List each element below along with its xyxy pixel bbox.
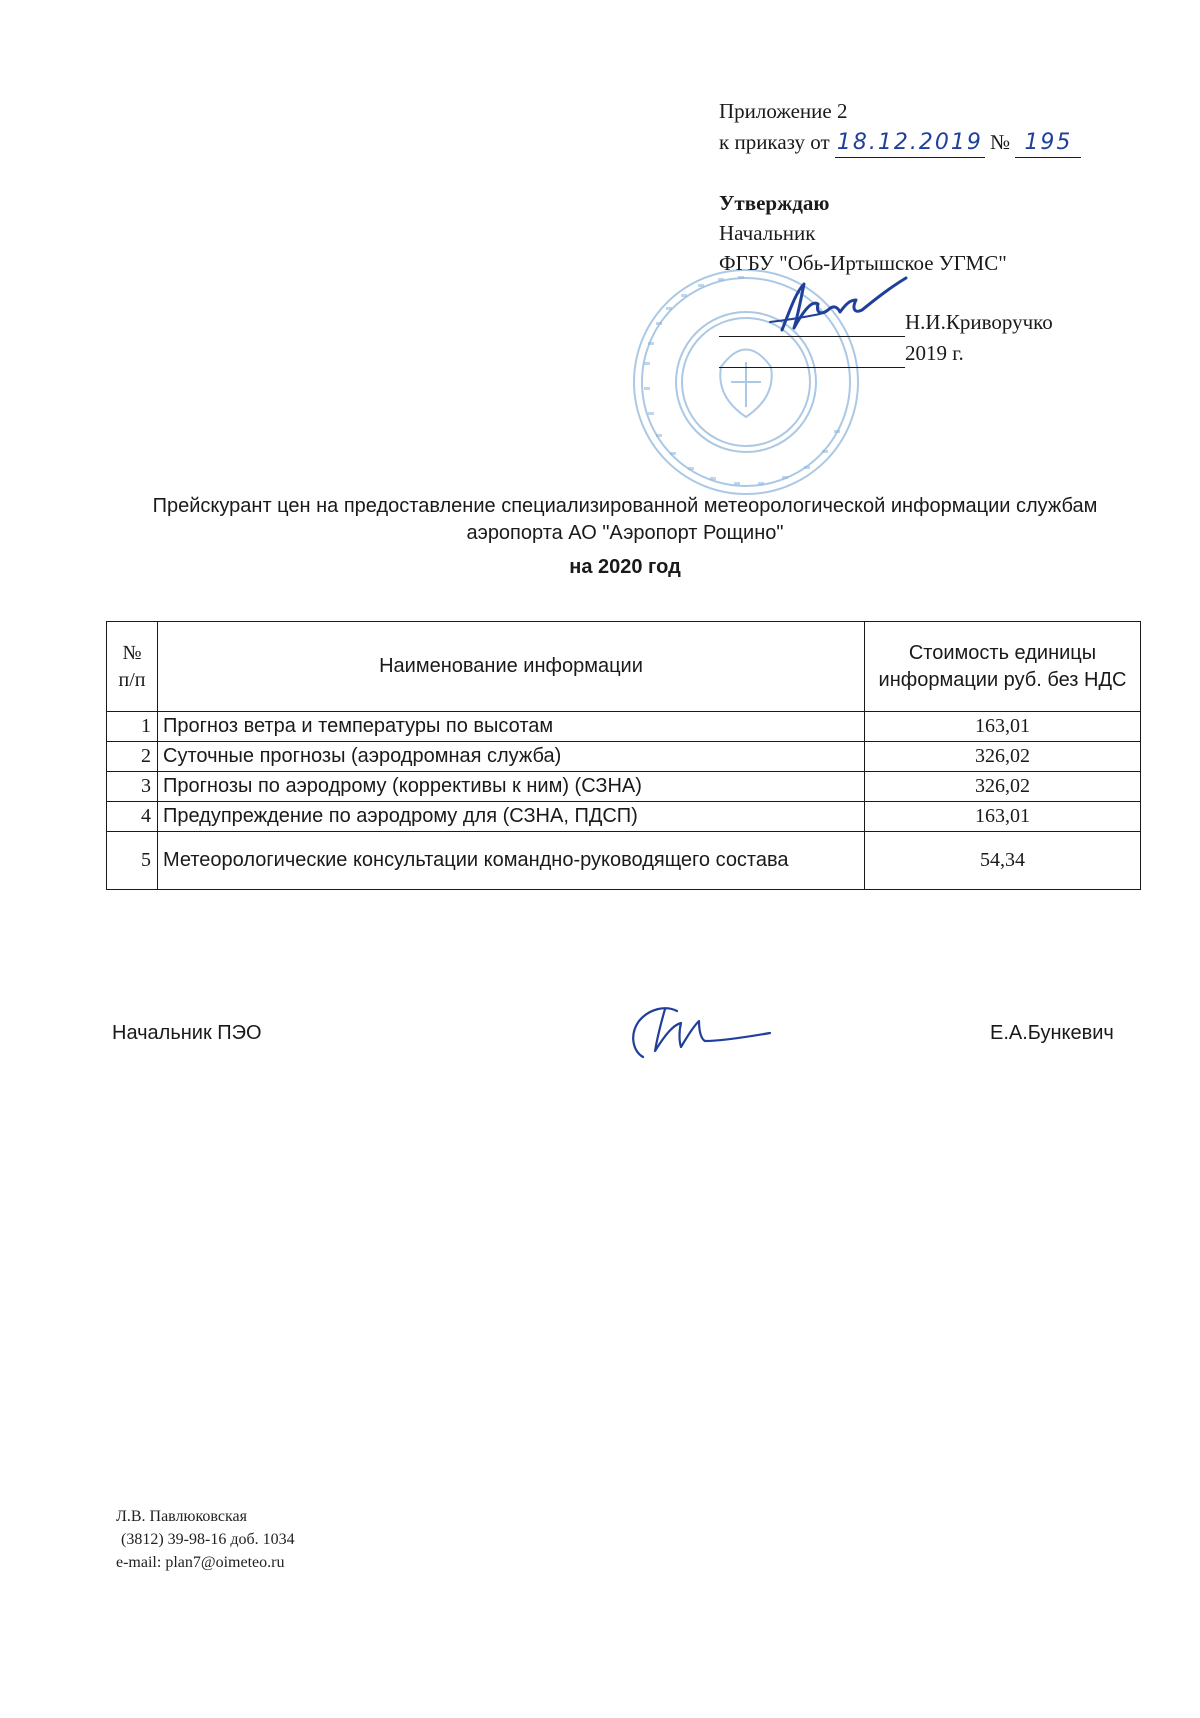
approval-position: Начальник: [719, 221, 816, 245]
contact-phone: (3812) 39-98-16 доб. 1034: [121, 1531, 295, 1548]
order-date-field: [835, 128, 985, 158]
row-price: 326,02: [865, 742, 1141, 772]
approval-title: Утверждаю: [719, 191, 830, 215]
order-number: 195: [1024, 130, 1073, 155]
row-num: 1: [107, 712, 158, 742]
row-name: Предупреждение по аэродрому для (СЗНА, ПДСП): [158, 802, 865, 832]
header-num: [107, 622, 158, 712]
title-line-2: аэропорта АО "Аэропорт Рощино": [466, 522, 784, 544]
contact-name: Л.В. Павлюковская: [116, 1508, 247, 1525]
number-sign: №: [990, 130, 1011, 154]
header-num-top: №: [122, 641, 142, 664]
row-name: Прогноз ветра и температуры по высотам: [158, 712, 865, 742]
header-num-bottom: п/п: [118, 668, 146, 691]
order-reference: [719, 128, 1081, 158]
table-row: [107, 802, 1141, 832]
approval-date-blank: [719, 339, 905, 368]
contact-block: [116, 1505, 295, 1574]
row-num: 5: [107, 832, 158, 890]
peo-signature: [615, 995, 775, 1065]
header-name: Наименование информации: [158, 622, 865, 712]
row-name: Суточные прогнозы (аэродромная служба): [158, 742, 865, 772]
header-price-line2: информации руб. без НДС: [878, 668, 1127, 691]
director-signature: [760, 270, 910, 340]
row-num: 3: [107, 772, 158, 802]
table-row: [107, 712, 1141, 742]
row-name: Метеорологические консультации командно-руководящего состава: [158, 832, 865, 890]
title-line-1: Прейскурант цен на предоставление специализированной метеорологической информации службам: [152, 495, 1098, 517]
row-price: 54,34: [865, 832, 1141, 890]
table-row: [107, 832, 1141, 890]
document-title: [100, 493, 1150, 581]
row-num: 4: [107, 802, 158, 832]
approval-organization: ФГБУ "Обь-Иртышское УГМС": [719, 251, 1007, 275]
approval-year: 2019 г.: [905, 341, 964, 365]
title-line-3: на 2020 год: [569, 556, 681, 578]
peo-position: Начальник ПЭО: [112, 1022, 262, 1044]
approval-date-line: [719, 339, 964, 368]
table-row: [107, 742, 1141, 772]
order-prefix: к приказу от: [719, 130, 830, 154]
order-number-field: [1015, 128, 1081, 158]
table-header-row: [107, 622, 1141, 712]
row-price: 326,02: [865, 772, 1141, 802]
row-name: Прогнозы по аэродрому (коррективы к ним) (СЗНА): [158, 772, 865, 802]
contact-email: e-mail: plan7@oimeteo.ru: [116, 1554, 285, 1571]
header-price: [865, 622, 1141, 712]
row-price: 163,01: [865, 802, 1141, 832]
price-table: [106, 621, 1141, 890]
appendix-label: Приложение 2: [719, 99, 848, 123]
table-row: [107, 772, 1141, 802]
row-price: 163,01: [865, 712, 1141, 742]
row-num: 2: [107, 742, 158, 772]
approval-signer: Н.И.Криворучко: [905, 310, 1053, 334]
peo-name: Е.А.Бункевич: [990, 1022, 1114, 1044]
header-price-line1: Стоимость единицы: [908, 641, 1097, 664]
order-date: 18.12.2019: [836, 130, 983, 155]
